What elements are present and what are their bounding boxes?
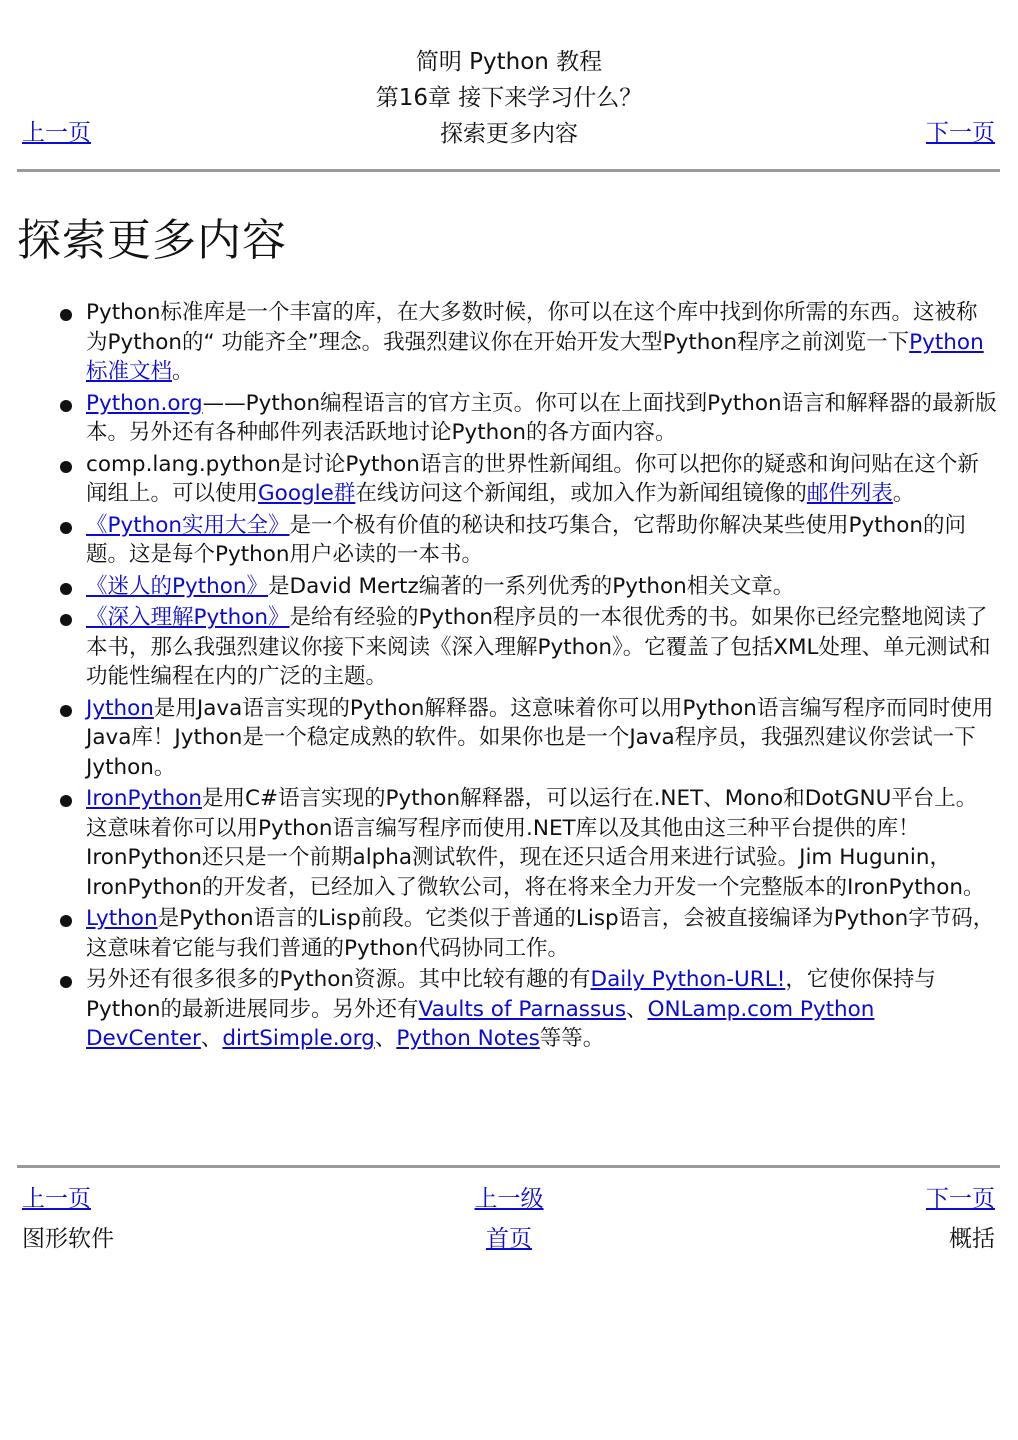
resource-link[interactable]: 《Python实用大全》 xyxy=(86,512,290,538)
item-text: 、 xyxy=(626,996,648,1022)
list-item xyxy=(0,904,1018,963)
list-item xyxy=(0,450,1018,509)
list-item xyxy=(0,965,1018,1054)
list-item xyxy=(0,784,1018,902)
resource-link[interactable]: Python Notes xyxy=(396,1026,540,1051)
resource-link[interactable]: Vaults of Parnassus xyxy=(418,996,627,1022)
section-title: 探索更多内容 xyxy=(440,121,578,147)
resource-link[interactable]: Python.org xyxy=(86,390,203,416)
item-text: 等等。 xyxy=(539,1026,605,1051)
footer-divider xyxy=(17,1165,1000,1168)
item-text: 是用Java语言实现的Python解释器。这意味着你可以用Python语言编写程序而同时使用Java库！Jython是一个稳定成熟的软件。如果你也是一个Java程序员，我强烈建议你尝试一下Jython。 xyxy=(86,695,994,780)
footer-next-link[interactable]: 下一页 xyxy=(926,1186,995,1212)
list-item xyxy=(0,603,1018,692)
list-item xyxy=(0,511,1018,570)
bullet-icon xyxy=(60,614,72,626)
bullet-icon xyxy=(60,795,72,807)
resource-link[interactable]: Python标准文档 xyxy=(86,329,984,384)
bullet-icon xyxy=(60,583,72,595)
item-text: ，它使你保持与Python的最新进展同步。另外还有 xyxy=(86,967,936,1022)
list-item xyxy=(0,298,1018,387)
bullet-icon xyxy=(60,461,72,473)
item-text: 在线访问这个新闻组，或加入作为新闻组镜像的 xyxy=(355,481,807,506)
bullet-icon xyxy=(60,400,72,412)
bullet-icon xyxy=(60,522,72,534)
footer-prev-link[interactable]: 上一页 xyxy=(22,1186,91,1212)
resource-link[interactable]: dirtSimple.org xyxy=(222,1026,375,1051)
book-title: 简明 Python 教程 xyxy=(415,49,603,75)
header-divider xyxy=(17,169,1000,172)
footer-up-link[interactable]: 上一级 xyxy=(474,1186,544,1212)
list-item xyxy=(0,572,1018,602)
item-text: 另外还有很多很多的Python资源。其中比较有趣的有 xyxy=(86,967,591,992)
resource-list xyxy=(0,298,1018,1056)
item-text: 、 xyxy=(374,1026,397,1051)
resource-link[interactable]: IronPython xyxy=(86,786,203,811)
item-text: comp.lang.python是讨论Python语言的世界性新闻组。你可以把你的疑惑和询问贴在这个新闻组上。可以使用 xyxy=(86,451,979,506)
item-text: 是Python语言的Lisp前段。它类似于普通的Lisp语言，会被直接编译为Python字节码，这意味着它能与我们普通的Python代码协同工作。 xyxy=(86,906,995,961)
resource-link[interactable]: Jython xyxy=(86,695,154,721)
bullet-icon xyxy=(60,309,72,321)
footer-prev-title: 图形软件 xyxy=(22,1226,114,1252)
header-prev-link[interactable]: 上一页 xyxy=(22,120,91,146)
list-item xyxy=(0,694,1018,783)
bullet-icon xyxy=(60,705,72,717)
footer-next-title: 概括 xyxy=(949,1226,995,1252)
item-text: 。 xyxy=(172,359,194,384)
resource-link[interactable]: 《深入理解Python》 xyxy=(86,605,290,630)
item-text: ——Python编程语言的官方主页。你可以在上面找到Python语言和解释器的最新版本。另外还有各种邮件列表活跃地讨论Python的各方面内容。 xyxy=(86,390,997,445)
item-text: 。 xyxy=(892,481,915,506)
footer-home-link[interactable]: 首页 xyxy=(486,1226,532,1252)
item-text: 是一个极有价值的秘诀和技巧集合，它帮助你解决某些使用Python的问题。这是每个Python用户必读的一本书。 xyxy=(86,512,967,567)
resource-link[interactable]: Daily Python-URL! xyxy=(590,967,786,992)
resource-link[interactable]: 《迷人的Python》 xyxy=(86,573,269,599)
header-next-link[interactable]: 下一页 xyxy=(926,120,995,146)
page-title: 探索更多内容 xyxy=(17,215,287,266)
chapter-title: 第16章 接下来学习什么？ xyxy=(375,85,643,111)
item-text: Python标准库是一个丰富的库，在大多数时候，你可以在这个库中找到你所需的东西。这被称为Python的“ 功能齐全”理念。我强烈建议你在开始开发大型Python程序之前浏览一下 xyxy=(86,300,978,355)
item-text: 、 xyxy=(200,1026,223,1051)
bullet-icon xyxy=(60,915,72,927)
resource-link[interactable]: Lython xyxy=(86,906,158,931)
resource-link[interactable]: Google群 xyxy=(258,481,356,506)
list-item xyxy=(0,389,1018,448)
resource-link[interactable]: ONLamp.com Python DevCenter xyxy=(86,996,875,1051)
item-text: 是用C#语言实现的Python解释器，可以运行在.NET、Mono和DotGNU平台上。这意味着你可以用Python语言编写程序而使用.NET库以及其他由这三种平台提供的库！IronPython还只是一个前期alpha测试软件，现在还只适合用来进行试验。Jim Hugunin，IronPython的开发者，已经加入了微软公司，将在将来全力开发一个完整版本的IronPython。 xyxy=(86,786,985,900)
item-text: 是给有经验的Python程序员的一本很优秀的书。如果你已经完整地阅读了本书，那么我强烈建议你接下来阅读《深入理解Python》。它覆盖了包括XML处理、单元测试和功能性编程在内的广泛的主题。 xyxy=(86,605,991,689)
resource-link[interactable]: 邮件列表 xyxy=(806,481,893,506)
item-text: 是David Mertz编著的一系列优秀的Python相关文章。 xyxy=(268,573,795,599)
bullet-icon xyxy=(60,976,72,988)
